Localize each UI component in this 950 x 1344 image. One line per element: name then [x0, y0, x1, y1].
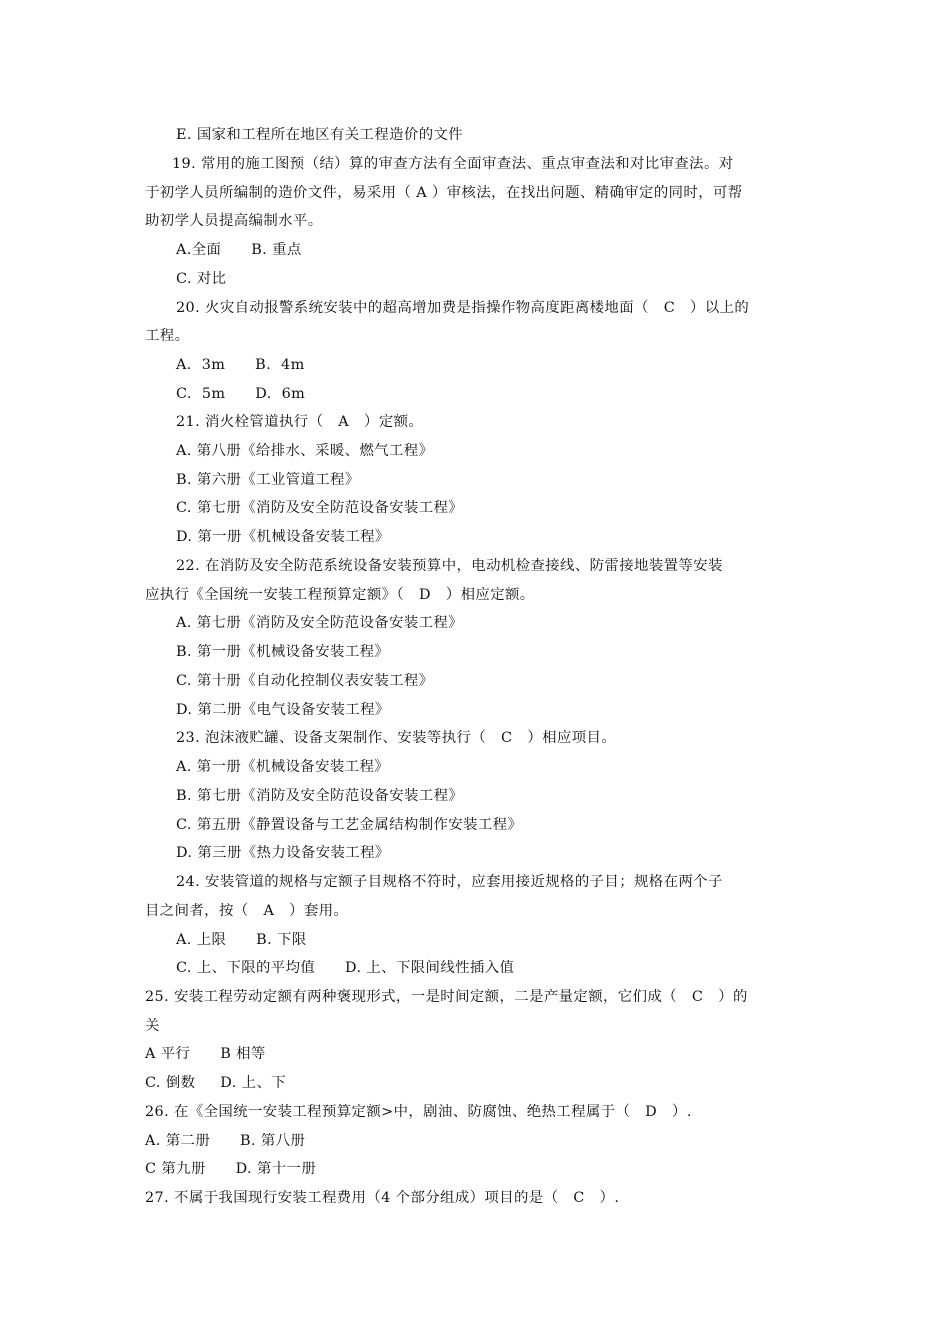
question-23-option-c: C. 第五册《静置设备与工艺金属结构制作安装工程》: [176, 817, 523, 833]
question-21-option-b: B. 第六册《工业管道工程》: [176, 472, 360, 488]
question-22-option-d: D. 第二册《电气设备安装工程》: [176, 702, 390, 718]
question-21-line: 21. 消火栓管道执行（ A ）定额。: [176, 414, 424, 430]
question-19-line-2: 于初学人员所编制的造价文件，易采用（ A ）审核法，在找出问题、精确审定的同时，可帮: [145, 185, 743, 201]
question-26-options-cd: C 第九册 D. 第十一册: [145, 1161, 317, 1177]
question-22-option-b: B. 第一册《机械设备安装工程》: [176, 644, 390, 660]
question-21-option-c: C. 第七册《消防及安全防范设备安装工程》: [176, 500, 464, 516]
question-26-options-ab: A. 第二册 B. 第八册: [145, 1133, 306, 1149]
question-23-option-a: A. 第一册《机械设备安装工程》: [176, 759, 390, 775]
question-21-option-a: A. 第八册《给排水、采暖、燃气工程》: [176, 443, 434, 459]
question-20-options-cd: C. 5m D. 6m: [176, 386, 306, 402]
question-23-option-d: D. 第三册《热力设备安装工程》: [176, 845, 390, 861]
question-22-option-a: A. 第七册《消防及安全防范设备安装工程》: [176, 615, 463, 631]
question-24-line-2: 目之间者，按（ A ）套用。: [145, 903, 349, 919]
question-25-line-2: 关: [145, 1018, 160, 1034]
question-25-options-ab: A 平行 B 相等: [145, 1046, 266, 1062]
question-20-line-2: 工程。: [145, 328, 190, 344]
question-25-line-1: 25. 安装工程劳动定额有两种褒现形式，一是时间定额，二是产量定额，它们成（ C ）的: [145, 989, 748, 1005]
question-25-options-cd: C. 倒数 D. 上、下: [145, 1075, 287, 1091]
question-22-option-c: C. 第十册《自动化控制仪表安装工程》: [176, 673, 434, 689]
question-19-line-3: 助初学人员提高编制水平。: [145, 213, 323, 229]
question-20-line-1: 20. 火灾自动报警系统安装中的超高增加费是指操作物高度距离楼地面（ C ）以上的: [176, 300, 750, 316]
question-26-line: 26. 在《全国统一安装工程预算定额>中，剧油、防腐蚀、绝热工程属于（ D ）.: [145, 1104, 692, 1120]
question-21-option-d: D. 第一册《机械设备安装工程》: [176, 529, 390, 545]
question-24-options-ab: A. 上限 B. 下限: [176, 932, 307, 948]
question-20-options-ab: A. 3m B. 4m: [176, 357, 305, 373]
question-23-line: 23. 泡沫液贮罐、设备支架制作、安装等执行（ C ）相应项目。: [176, 730, 617, 746]
question-24-line-1: 24. 安装管道的规格与定额子目规格不符时，应套用接近规格的子目；规格在两个子: [176, 874, 723, 890]
question-19-line-1: 19. 常用的施工图预（结）算的审查方法有全面审查法、重点审查法和对比审查法。对: [172, 156, 734, 172]
question-27-line: 27. 不属于我国现行安装工程费用（4 个部分组成）项目的是（ C ）.: [145, 1190, 620, 1206]
question-22-line-1: 22. 在消防及安全防范系统设备安装预算中，电动机检查接线、防雷接地装置等安装: [176, 558, 723, 574]
question-19-option-c: C. 对比: [176, 271, 227, 287]
question-19-options-ab: A.全面 B. 重点: [176, 242, 302, 258]
question-24-options-cd: C. 上、下限的平均值 D. 上、下限间线性插入值: [176, 960, 515, 976]
question-23-option-b: B. 第七册《消防及安全防范设备安装工程》: [176, 788, 464, 804]
option-e-line: E. 国家和工程所在地区有关工程造价的文件: [176, 127, 464, 143]
question-22-line-2: 应执行《全国统一安装工程预算定额》（ D ）相应定额。: [145, 587, 535, 603]
